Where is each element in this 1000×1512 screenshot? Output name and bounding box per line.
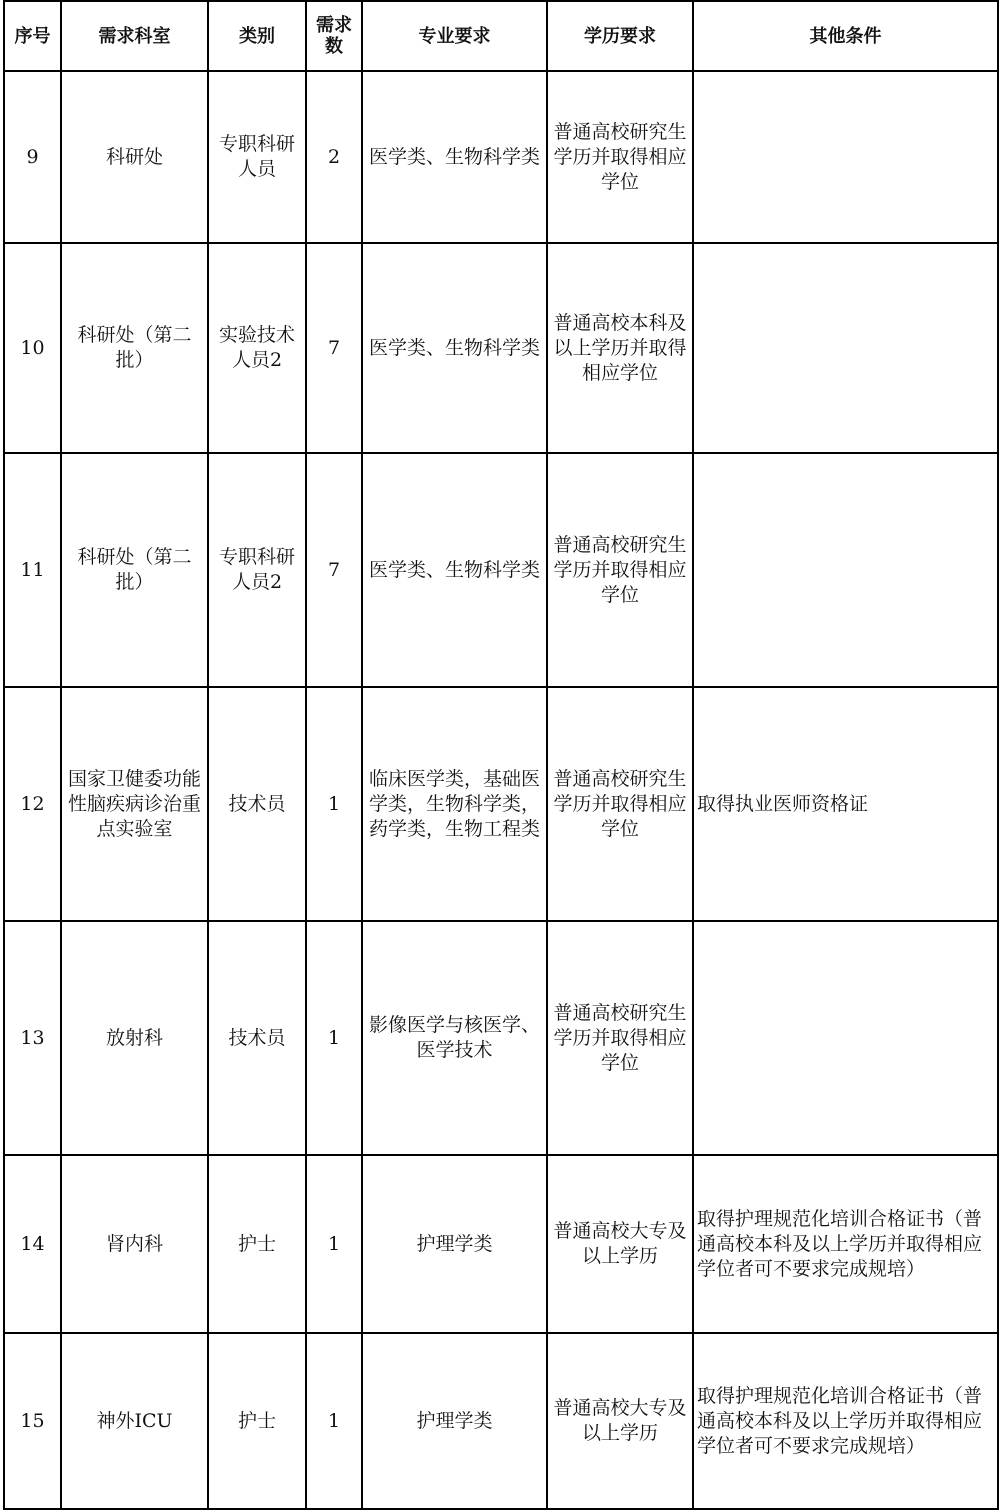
table-row	[4, 453, 998, 687]
cell-dept: 科研处	[61, 71, 208, 243]
cell-other	[693, 921, 998, 1155]
cell-category: 技术员	[208, 921, 306, 1155]
cell-education: 普通高校研究生学历并取得相应学位	[547, 921, 693, 1155]
cell-no: 10	[4, 243, 61, 453]
cell-no: 13	[4, 921, 61, 1155]
cell-education: 普通高校研究生学历并取得相应学位	[547, 687, 693, 921]
header-education: 学历要求	[547, 1, 693, 71]
cell-other	[693, 71, 998, 243]
header-category: 类别	[208, 1, 306, 71]
cell-dept: 肾内科	[61, 1155, 208, 1333]
cell-count: 7	[306, 243, 362, 453]
cell-dept: 神外ICU	[61, 1333, 208, 1509]
cell-category: 专职科研人员	[208, 71, 306, 243]
cell-dept: 科研处（第二批）	[61, 453, 208, 687]
cell-count: 1	[306, 921, 362, 1155]
cell-category: 护士	[208, 1333, 306, 1509]
cell-count: 1	[306, 687, 362, 921]
header-major: 专业要求	[362, 1, 547, 71]
cell-other: 取得护理规范化培训合格证书（普通高校本科及以上学历并取得相应学位者可不要求完成规培）	[693, 1333, 998, 1509]
table-row	[4, 687, 998, 921]
cell-category: 护士	[208, 1155, 306, 1333]
cell-no: 11	[4, 453, 61, 687]
cell-dept: 放射科	[61, 921, 208, 1155]
table-row	[4, 1333, 998, 1509]
table-row	[4, 1155, 998, 1333]
header-dept: 需求科室	[61, 1, 208, 71]
cell-major: 医学类、生物科学类	[362, 243, 547, 453]
cell-count: 7	[306, 453, 362, 687]
cell-no: 12	[4, 687, 61, 921]
cell-major: 护理学类	[362, 1333, 547, 1509]
cell-count: 2	[306, 71, 362, 243]
cell-dept: 科研处（第二批）	[61, 243, 208, 453]
cell-no: 9	[4, 71, 61, 243]
header-other: 其他条件	[693, 1, 998, 71]
cell-major: 护理学类	[362, 1155, 547, 1333]
cell-category: 技术员	[208, 687, 306, 921]
cell-no: 15	[4, 1333, 61, 1509]
table-row	[4, 71, 998, 243]
cell-count: 1	[306, 1155, 362, 1333]
cell-count: 1	[306, 1333, 362, 1509]
table-row	[4, 921, 998, 1155]
cell-major: 医学类、生物科学类	[362, 71, 547, 243]
cell-category: 专职科研人员2	[208, 453, 306, 687]
cell-major: 影像医学与核医学、医学技术	[362, 921, 547, 1155]
cell-education: 普通高校大专及以上学历	[547, 1155, 693, 1333]
cell-education: 普通高校本科及以上学历并取得相应学位	[547, 243, 693, 453]
table-row	[4, 243, 998, 453]
cell-education: 普通高校研究生学历并取得相应学位	[547, 71, 693, 243]
cell-major: 临床医学类，基础医学类，生物科学类，药学类，生物工程类	[362, 687, 547, 921]
cell-other	[693, 243, 998, 453]
cell-other: 取得护理规范化培训合格证书（普通高校本科及以上学历并取得相应学位者可不要求完成规培）	[693, 1155, 998, 1333]
requirements-table	[3, 0, 999, 1510]
cell-no: 14	[4, 1155, 61, 1333]
cell-other: 取得执业医师资格证	[693, 687, 998, 921]
header-count: 需求数	[306, 1, 362, 71]
cell-education: 普通高校大专及以上学历	[547, 1333, 693, 1509]
cell-dept: 国家卫健委功能性脑疾病诊治重点实验室	[61, 687, 208, 921]
cell-category: 实验技术人员2	[208, 243, 306, 453]
cell-education: 普通高校研究生学历并取得相应学位	[547, 453, 693, 687]
cell-other	[693, 453, 998, 687]
cell-major: 医学类、生物科学类	[362, 453, 547, 687]
header-row	[4, 1, 998, 71]
header-no: 序号	[4, 1, 61, 71]
